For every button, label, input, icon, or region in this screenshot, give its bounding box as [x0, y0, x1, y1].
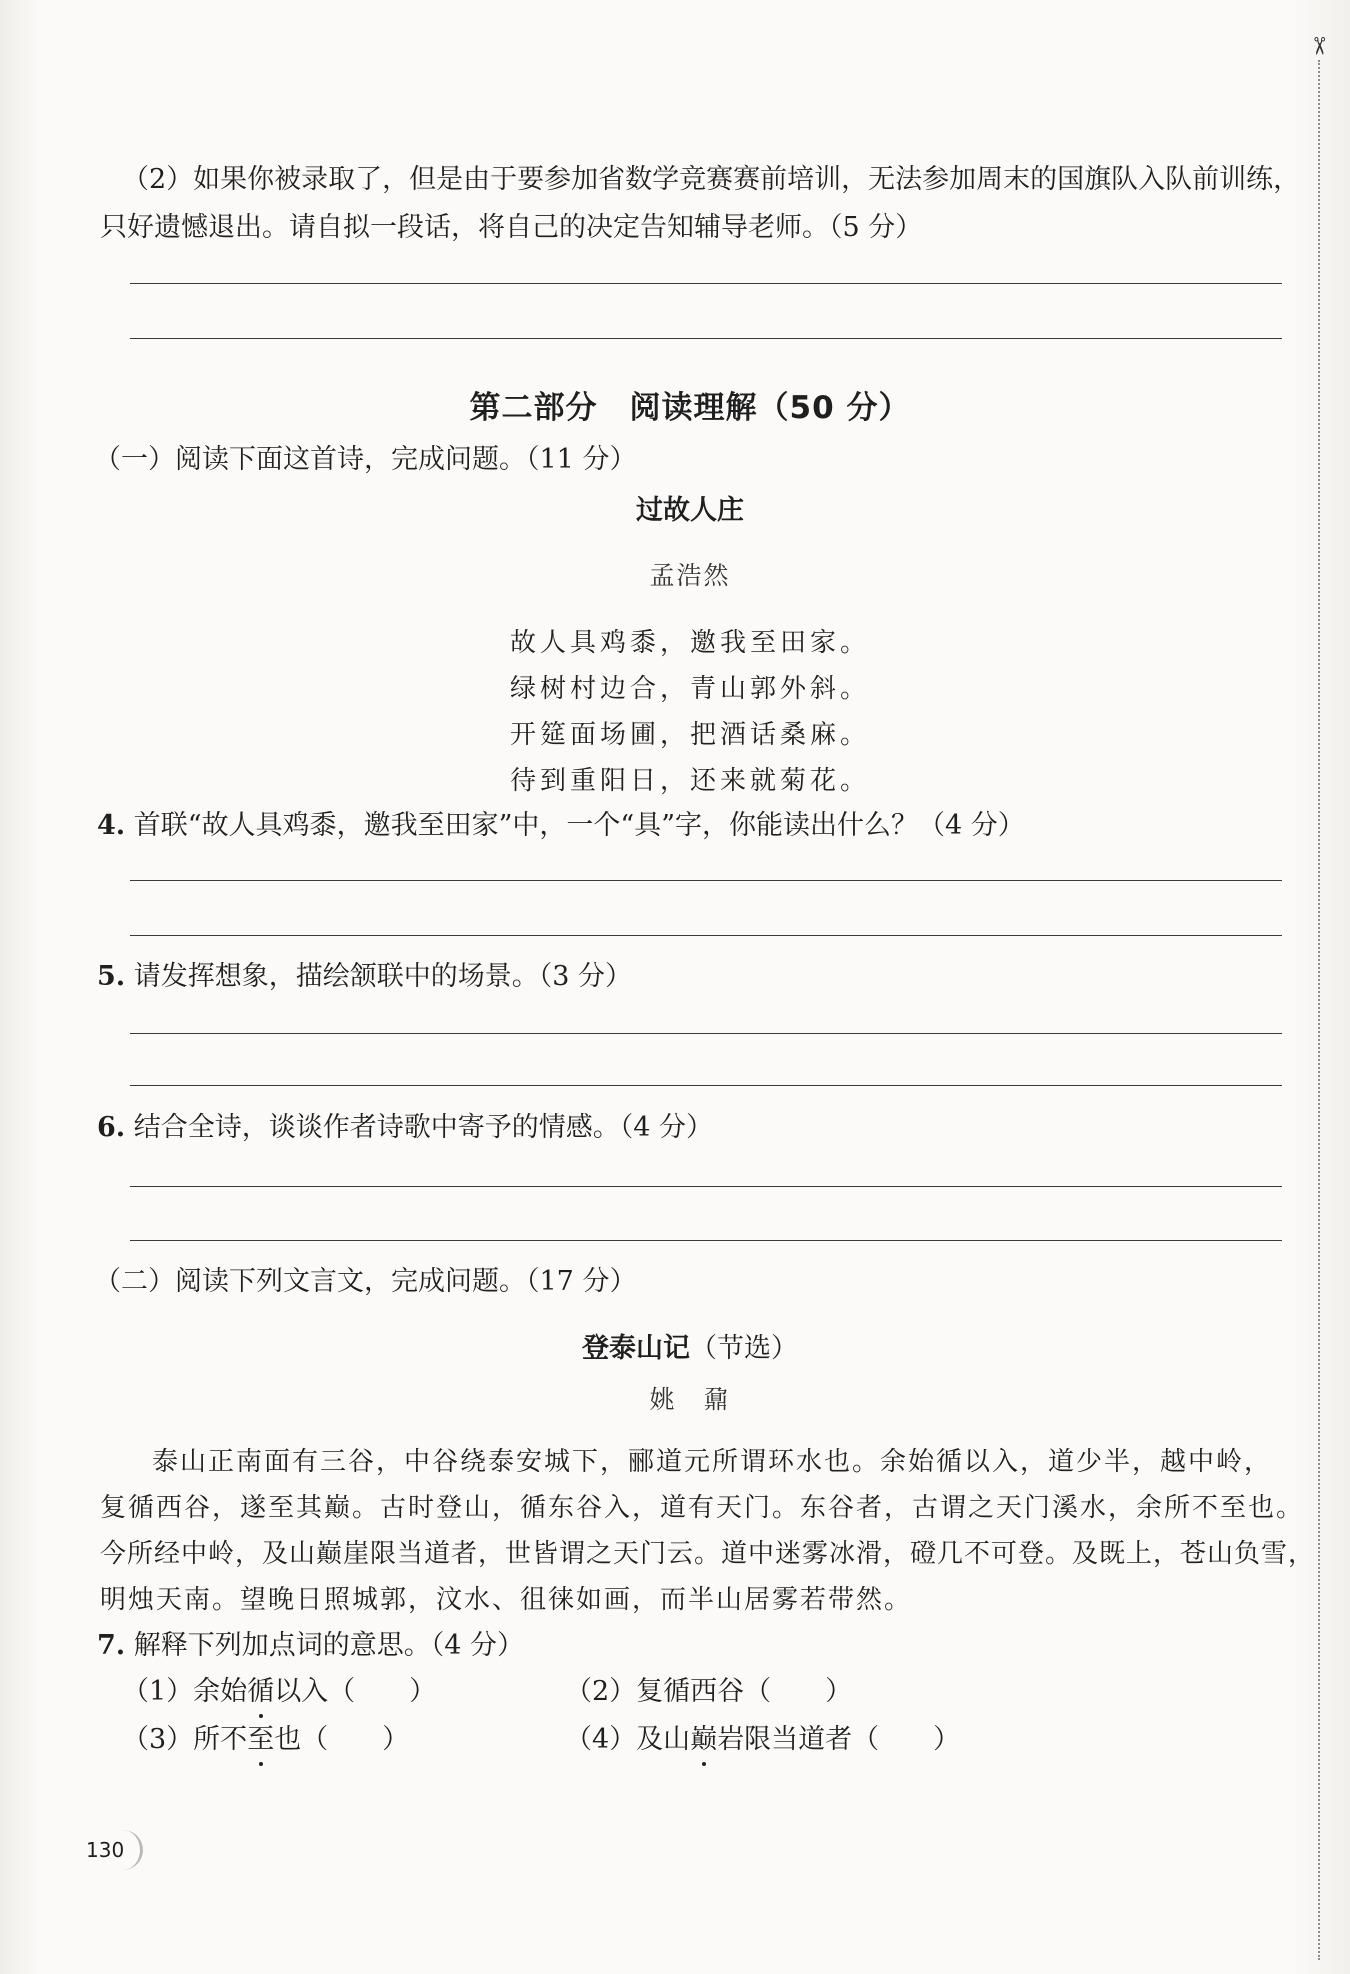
- item-text: （4）及山: [565, 1724, 691, 1755]
- q7-item-4: [565, 1720, 960, 1760]
- poem-line: 开筵面场圃，把酒话桑麻。: [509, 720, 870, 750]
- prev-question-line-2: 只好遗憾退出。请自拟一段话，将自己的决定告知辅导老师。（5 分）: [100, 212, 923, 243]
- prose-title: [0, 1326, 1350, 1365]
- question-text: 首联“故人具鸡黍，邀我至田家”中，一个“具”字，你能读出什么？（4 分）: [133, 810, 1025, 841]
- section-intro: （一）阅读下面这首诗，完成问题。（11 分）: [94, 444, 637, 475]
- question-number: 4.: [97, 810, 126, 841]
- section-intro: （二）阅读下列文言文，完成问题。（17 分）: [94, 1266, 637, 1297]
- question-number: 5.: [97, 961, 126, 992]
- answer-line[interactable]: [130, 338, 1282, 339]
- question-5: [97, 957, 632, 997]
- question-6: [97, 1108, 713, 1148]
- prose-line: 今所经中岭，及山巅崖限当道者，世皆谓之天门云。道中迷雾冰滑，磴几不可登。及既上，苍山负雪，: [100, 1539, 1316, 1569]
- poem-title: 过故人庄: [636, 495, 744, 526]
- answer-line[interactable]: [130, 880, 1282, 881]
- prose-title-note: （节选）: [690, 1333, 798, 1364]
- poem-author: 孟浩然: [649, 561, 731, 590]
- dotted-word: 循: [247, 1672, 274, 1712]
- answer-line[interactable]: [130, 1085, 1282, 1086]
- prose-line: 泰山正南面有三谷，中谷绕泰安城下，郦道元所谓环水也。余始循以入，道少半，越中岭，: [152, 1447, 1273, 1477]
- item-text: 岩限当道者（ ）: [717, 1724, 961, 1755]
- question-number: 7.: [97, 1630, 126, 1661]
- item-text: （3）所不: [122, 1724, 248, 1755]
- poem-line: 待到重阳日，还来就菊花。: [509, 766, 870, 796]
- page-number: 130: [80, 1830, 143, 1870]
- question-text: 解释下列加点词的意思。（4 分）: [133, 1630, 525, 1661]
- answer-line[interactable]: [130, 1240, 1282, 1241]
- item-text: 以入（ ）: [274, 1676, 437, 1707]
- poem-line: 绿树村边合，青山郭外斜。: [509, 674, 870, 704]
- dotted-word: 至: [247, 1720, 274, 1760]
- question-number: 6.: [97, 1112, 126, 1143]
- item-text: （1）余始: [122, 1676, 248, 1707]
- part-heading: 第二部分 阅读理解（50 分）: [469, 390, 911, 426]
- dotted-word: 巅: [690, 1720, 717, 1760]
- answer-line[interactable]: [130, 283, 1282, 284]
- cut-line: [1318, 60, 1320, 1960]
- question-4: [97, 806, 1025, 846]
- item-text: 也（ ）: [274, 1724, 410, 1755]
- prose-line: 复循西谷，遂至其巅。古时登山，循东谷入，道有天门。东谷者，古谓之天门溪水，余所不至也。: [100, 1493, 1305, 1523]
- prose-author: 姚 鼐: [649, 1385, 731, 1414]
- question-text: 结合全诗，谈谈作者诗歌中寄予的情感。（4 分）: [133, 1112, 714, 1143]
- q7-item-1: [122, 1672, 436, 1712]
- question-text: 请发挥想象，描绘颔联中的场景。（3 分）: [133, 961, 633, 992]
- prev-question-line-1: （2）如果你被录取了，但是由于要参加省数学竞赛赛前培训，无法参加周末的国旗队入队前训练，: [122, 164, 1301, 195]
- q7-item-3: [122, 1720, 409, 1760]
- answer-line[interactable]: [130, 935, 1282, 936]
- poem-line: 故人具鸡黍，邀我至田家。: [509, 628, 870, 658]
- scissors-icon: ✂: [1305, 36, 1333, 57]
- answer-line[interactable]: [130, 1033, 1282, 1034]
- prose-title-main: 登泰山记: [582, 1333, 690, 1364]
- item-text: （2）复循西谷（ ）: [565, 1676, 853, 1707]
- q7-item-2: [565, 1672, 852, 1712]
- prose-line: 明烛天南。望晚日照城郭，汶水、徂徕如画，而半山居雾若带然。: [100, 1585, 913, 1615]
- question-7: [97, 1626, 524, 1666]
- answer-line[interactable]: [130, 1186, 1282, 1187]
